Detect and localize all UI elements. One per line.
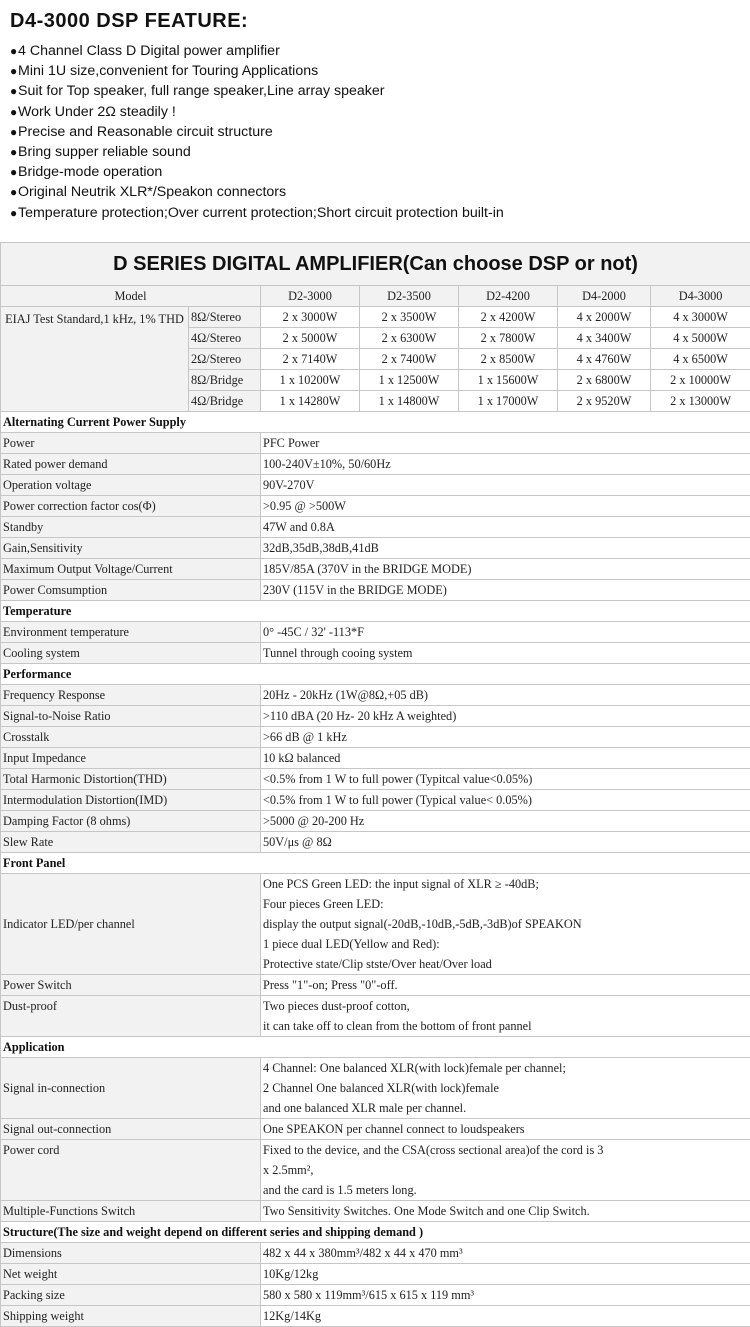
model-name: D2-4200 (459, 286, 558, 307)
spec-label: Intermodulation Distortion(IMD) (1, 790, 261, 811)
spec-label: Frequency Response (1, 685, 261, 706)
bullet-icon: ● (10, 122, 18, 142)
eiaj-value: 4 x 2000W (558, 307, 651, 328)
eiaj-value: 2 x 6300W (360, 328, 459, 349)
section-title: Application (1, 1037, 750, 1058)
section-title: Temperature (1, 601, 750, 622)
spec-line: and one balanced XLR male per channel. (263, 1098, 750, 1118)
spec-label: Power (1, 433, 261, 454)
section-header-ac (1, 412, 750, 433)
spec-label: Power Comsumption (1, 580, 261, 601)
eiaj-value: 2 x 3500W (360, 307, 459, 328)
eiaj-value: 1 x 14280W (261, 391, 360, 412)
spec-value: 47W and 0.8A (261, 517, 750, 538)
spec-label: Standby (1, 517, 261, 538)
model-name: D4-2000 (558, 286, 651, 307)
spec-value (261, 1119, 750, 1140)
spec-value: 580 x 580 x 119mm³/615 x 615 x 119 mm³ (261, 1285, 750, 1306)
spec-label: Crosstalk (1, 727, 261, 748)
eiaj-mode: 8Ω/Bridge (189, 370, 261, 391)
table-title: D SERIES DIGITAL AMPLIFIER(Can choose DSP or not) (1, 243, 750, 286)
model-row (1, 286, 750, 307)
spec-table (0, 242, 750, 1327)
spec-value: 90V-270V (261, 475, 750, 496)
bullet-icon: ● (10, 182, 18, 202)
eiaj-value: 2 x 6800W (558, 370, 651, 391)
spec-value: 100-240V±10%, 50/60Hz (261, 454, 750, 475)
spec-row (1, 433, 750, 454)
spec-value: 32dB,35dB,38dB,41dB (261, 538, 750, 559)
feature-item: ●Work Under 2Ω steadily ! (10, 102, 504, 122)
spec-line: Protective state/Clip stste/Over heat/Over load (263, 954, 750, 974)
eiaj-label: EIAJ Test Standard,1 kHz, 1% THD (1, 307, 189, 412)
eiaj-value: 2 x 7800W (459, 328, 558, 349)
spec-row (1, 811, 750, 832)
eiaj-value: 4 x 5000W (651, 328, 750, 349)
feature-item: ●Bring supper reliable sound (10, 142, 504, 162)
eiaj-value: 4 x 3000W (651, 307, 750, 328)
spec-line: it can take off to clean from the bottom of front pannel (263, 1016, 750, 1036)
feature-item: ●Original Neutrik XLR*/Speakon connectors (10, 182, 504, 202)
spec-table-wrapper (0, 242, 750, 1327)
spec-label: Power cord (1, 1140, 261, 1201)
spec-value: >66 dB @ 1 kHz (261, 727, 750, 748)
feature-item: ●Suit for Top speaker, full range speaker,Line array speaker (10, 81, 504, 101)
feature-item: ●Bridge-mode operation (10, 162, 504, 182)
section-header-structure (1, 1222, 750, 1243)
feature-item: ●Precise and Reasonable circuit structure (10, 122, 504, 142)
spec-value: PFC Power (261, 433, 750, 454)
spec-value (261, 1140, 750, 1201)
eiaj-mode: 4Ω/Stereo (189, 328, 261, 349)
spec-label: Signal out-connection (1, 1119, 261, 1140)
spec-row (1, 1264, 750, 1285)
section-title: Performance (1, 664, 750, 685)
spec-label: Gain,Sensitivity (1, 538, 261, 559)
spec-value: >5000 @ 20-200 Hz (261, 811, 750, 832)
bullet-icon: ● (10, 61, 18, 81)
spec-row (1, 1306, 750, 1327)
spec-row (1, 496, 750, 517)
section-title: Structure(The size and weight depend on different series and shipping demand ) (1, 1222, 750, 1243)
feature-item: ●Mini 1U size,convenient for Touring Applications (10, 61, 504, 81)
spec-line: One SPEAKON per channel connect to loudspeakers (263, 1119, 750, 1139)
eiaj-value: 2 x 9520W (558, 391, 651, 412)
spec-label: Input Impedance (1, 748, 261, 769)
spec-line: Four pieces Green LED: (263, 894, 750, 914)
spec-row (1, 790, 750, 811)
spec-line: Two Sensitivity Switches. One Mode Switch and one Clip Switch. (263, 1201, 750, 1221)
spec-value: 10 kΩ balanced (261, 748, 750, 769)
eiaj-value: 2 x 7400W (360, 349, 459, 370)
spec-line: One PCS Green LED: the input signal of XLR ≥ -40dB; (263, 874, 750, 894)
spec-row (1, 517, 750, 538)
spec-label: Operation voltage (1, 475, 261, 496)
eiaj-value: 1 x 10200W (261, 370, 360, 391)
spec-line: display the output signal(-20dB,-10dB,-5dB,-3dB)of SPEAKON (263, 914, 750, 934)
spec-row (1, 706, 750, 727)
section-header-front-panel (1, 853, 750, 874)
spec-line: 2 Channel One balanced XLR(with lock)female (263, 1078, 750, 1098)
spec-value: 230V (115V in the BRIDGE MODE) (261, 580, 750, 601)
spec-row (1, 1058, 750, 1119)
spec-row (1, 1119, 750, 1140)
bullet-icon: ● (10, 142, 18, 162)
eiaj-mode: 4Ω/Bridge (189, 391, 261, 412)
spec-label: Total Harmonic Distortion(THD) (1, 769, 261, 790)
spec-value (261, 1058, 750, 1119)
section-title: Front Panel (1, 853, 750, 874)
spec-value: >0.95 @ >500W (261, 496, 750, 517)
spec-label: Indicator LED/per channel (1, 874, 261, 975)
spec-row (1, 580, 750, 601)
eiaj-value: 2 x 13000W (651, 391, 750, 412)
eiaj-value: 2 x 3000W (261, 307, 360, 328)
spec-label: Environment temperature (1, 622, 261, 643)
spec-label: Signal-to-Noise Ratio (1, 706, 261, 727)
section-title: Alternating Current Power Supply (1, 412, 750, 433)
section-header-application (1, 1037, 750, 1058)
section-header-performance (1, 664, 750, 685)
spec-value: 50V/μs @ 8Ω (261, 832, 750, 853)
spec-row (1, 874, 750, 975)
spec-row (1, 475, 750, 496)
eiaj-value: 4 x 4760W (558, 349, 651, 370)
spec-label: Shipping weight (1, 1306, 261, 1327)
feature-item: ●Temperature protection;Over current protection;Short circuit protection built-in (10, 203, 504, 223)
spec-value (261, 1201, 750, 1222)
spec-row (1, 727, 750, 748)
bullet-icon: ● (10, 81, 18, 101)
spec-value: <0.5% from 1 W to full power (Typical value< 0.05%) (261, 790, 750, 811)
eiaj-value: 1 x 14800W (360, 391, 459, 412)
bullet-icon: ● (10, 203, 18, 223)
spec-value: 12Kg/14Kg (261, 1306, 750, 1327)
section-header-temperature (1, 601, 750, 622)
spec-row (1, 996, 750, 1037)
spec-label: Power Switch (1, 975, 261, 996)
spec-line: Press "1"-on; Press "0"-off. (263, 975, 750, 995)
spec-row (1, 975, 750, 996)
spec-value: Tunnel through cooing system (261, 643, 750, 664)
spec-row (1, 538, 750, 559)
eiaj-mode: 2Ω/Stereo (189, 349, 261, 370)
model-name: D2-3500 (360, 286, 459, 307)
spec-label: Damping Factor (8 ohms) (1, 811, 261, 832)
spec-line: 4 Channel: One balanced XLR(with lock)female per channel; (263, 1058, 750, 1078)
bullet-icon: ● (10, 162, 18, 182)
eiaj-value: 1 x 12500W (360, 370, 459, 391)
feature-title: D4-3000 DSP FEATURE: (10, 10, 248, 33)
spec-label: Dust-proof (1, 996, 261, 1037)
spec-row (1, 559, 750, 580)
eiaj-value: 2 x 8500W (459, 349, 558, 370)
eiaj-row (1, 307, 750, 328)
spec-value: >110 dBA (20 Hz- 20 kHz A weighted) (261, 706, 750, 727)
spec-row (1, 643, 750, 664)
feature-header (0, 0, 750, 240)
spec-value: 0° -45C / 32' -113*F (261, 622, 750, 643)
eiaj-value: 1 x 17000W (459, 391, 558, 412)
spec-row (1, 454, 750, 475)
spec-row (1, 748, 750, 769)
spec-row (1, 1285, 750, 1306)
spec-line: and the card is 1.5 meters long. (263, 1180, 750, 1200)
eiaj-value: 2 x 4200W (459, 307, 558, 328)
model-name: D4-3000 (651, 286, 750, 307)
spec-line: x 2.5mm², (263, 1160, 750, 1180)
spec-line: Two pieces dust-proof cotton, (263, 996, 750, 1016)
eiaj-value: 4 x 3400W (558, 328, 651, 349)
bullet-icon: ● (10, 102, 18, 122)
spec-row (1, 832, 750, 853)
spec-row (1, 769, 750, 790)
spec-line: Fixed to the device, and the CSA(cross sectional area)of the cord is 3 (263, 1140, 750, 1160)
eiaj-value: 2 x 5000W (261, 328, 360, 349)
eiaj-value: 1 x 15600W (459, 370, 558, 391)
feature-list (10, 41, 504, 223)
spec-label: Net weight (1, 1264, 261, 1285)
spec-label: Multiple-Functions Switch (1, 1201, 261, 1222)
feature-item: ●4 Channel Class D Digital power amplifier (10, 41, 504, 61)
spec-value (261, 975, 750, 996)
spec-value: 20Hz - 20kHz (1W@8Ω,+05 dB) (261, 685, 750, 706)
spec-row (1, 622, 750, 643)
spec-value: 10Kg/12kg (261, 1264, 750, 1285)
spec-row (1, 1140, 750, 1201)
model-name: D2-3000 (261, 286, 360, 307)
eiaj-value: 4 x 6500W (651, 349, 750, 370)
spec-label: Dimensions (1, 1243, 261, 1264)
spec-line: 1 piece dual LED(Yellow and Red): (263, 934, 750, 954)
spec-row (1, 685, 750, 706)
spec-label: Cooling system (1, 643, 261, 664)
spec-label: Signal in-connection (1, 1058, 261, 1119)
spec-label: Packing size (1, 1285, 261, 1306)
model-label: Model (1, 286, 261, 307)
spec-label: Power correction factor cos(Φ) (1, 496, 261, 517)
spec-value (261, 996, 750, 1037)
spec-value: <0.5% from 1 W to full power (Typitcal value<0.05%) (261, 769, 750, 790)
spec-row (1, 1243, 750, 1264)
eiaj-value: 2 x 10000W (651, 370, 750, 391)
spec-label: Rated power demand (1, 454, 261, 475)
eiaj-mode: 8Ω/Stereo (189, 307, 261, 328)
spec-label: Slew Rate (1, 832, 261, 853)
spec-value (261, 874, 750, 975)
spec-value: 185V/85A (370V in the BRIDGE MODE) (261, 559, 750, 580)
spec-value: 482 x 44 x 380mm³/482 x 44 x 470 mm³ (261, 1243, 750, 1264)
spec-label: Maximum Output Voltage/Current (1, 559, 261, 580)
spec-row (1, 1201, 750, 1222)
eiaj-value: 2 x 7140W (261, 349, 360, 370)
bullet-icon: ● (10, 41, 18, 61)
